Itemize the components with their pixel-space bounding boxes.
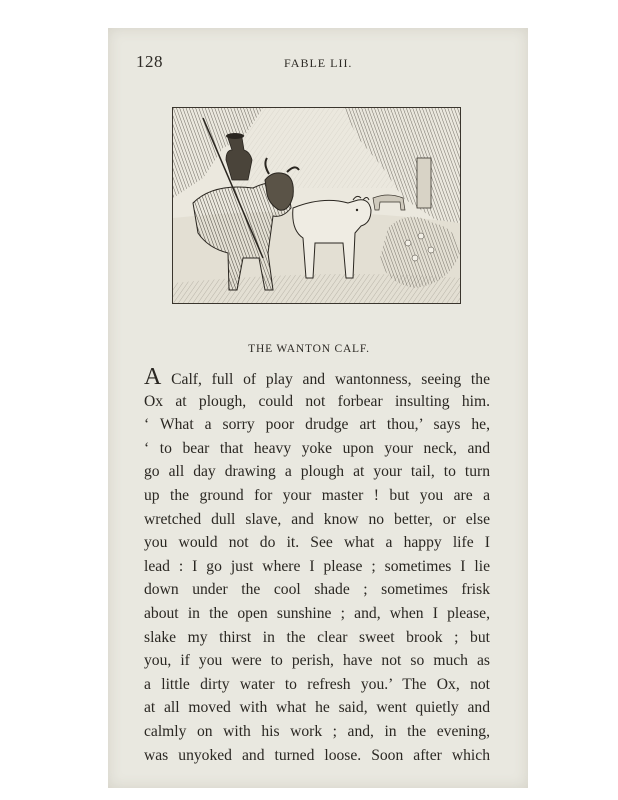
text-line: down under the cool shade ; sometimes frisk [144, 581, 490, 599]
text-line: up the ground for your master ! but you are a [144, 486, 490, 504]
text-line: ‘ to bear that heavy yoke upon your neck, and [144, 439, 490, 457]
text-line: about in the open sunshine ; and, when I please, [144, 604, 490, 622]
first-line-rest: Calf, full of play and wantonness, seeing the [161, 371, 490, 388]
ox-and-calf-engraving [173, 108, 460, 303]
drop-cap: A [144, 364, 162, 390]
text-line: lead : I go just where I please ; sometimes I lie [144, 557, 490, 575]
text-line: at all moved with what he said, went quietly and [144, 699, 490, 717]
fable-text [144, 366, 490, 767]
text-line: you would not do it. See what a happy life I [144, 534, 490, 552]
text-line: Ox at plough, could not forbear insulting him. [144, 392, 490, 410]
text-line-first [144, 366, 490, 390]
text-line: you, if you were to perish, have not so much as [144, 652, 490, 670]
running-title: FABLE LII. [284, 56, 353, 70]
illustration-caption: THE WANTON CALF. [248, 343, 370, 355]
text-line: go all day drawing a plough at your tail, to turn [144, 463, 490, 481]
text-line: calmly on with his work ; and, in the evening, [144, 722, 490, 740]
text-line: ‘ What a sorry poor drudge art thou,’ says he, [144, 416, 490, 434]
engraving-illustration [172, 107, 461, 304]
text-line: was unyoked and turned loose. Soon after which [144, 746, 490, 764]
text-line: a little dirty water to refresh you.’ The Ox, not [144, 675, 490, 693]
text-line: slake my thirst in the clear sweet brook ; but [144, 628, 490, 646]
page-number: 128 [136, 52, 163, 71]
text-line: wretched dull slave, and know no better, or else [144, 510, 490, 528]
